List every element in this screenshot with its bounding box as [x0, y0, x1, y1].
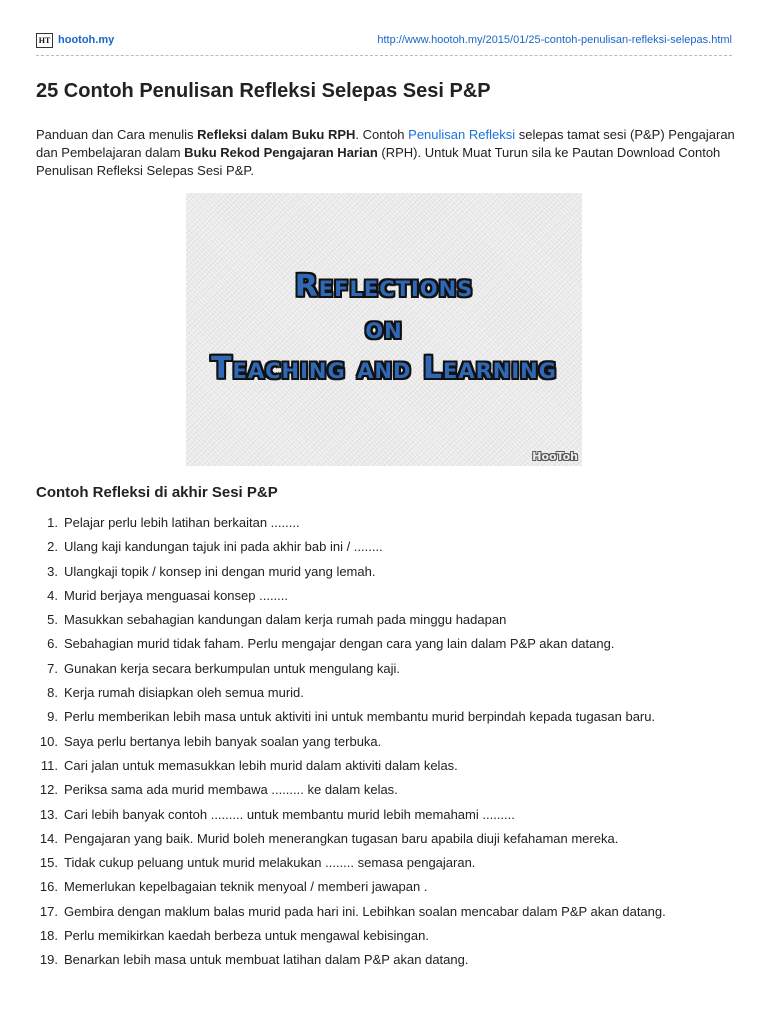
list-item-text: Masukkan sebahagian kandungan dalam kerja rumah pada minggu hadapan — [64, 612, 507, 628]
list-item-number: 13. — [39, 806, 58, 822]
article-title: 25 Contoh Penulisan Refleksi Selepas Sesi P&P — [36, 80, 491, 102]
list-item-number: 19. — [39, 952, 58, 968]
banner-line-1: Reflections — [294, 269, 474, 304]
list-item-number: 17. — [39, 903, 58, 919]
list-item-number: 2. — [47, 539, 58, 555]
list-item-number: 8. — [47, 685, 58, 701]
page-url-link[interactable]: http://www.hootoh.my/2015/01/25-contoh-penulisan-refleksi-selepas.html — [377, 34, 732, 46]
list-item-text: Saya perlu bertanya lebih banyak soalan yang terbuka. — [64, 733, 382, 749]
list-item — [36, 610, 736, 634]
list-item-number: 4. — [47, 587, 58, 603]
list-item — [36, 926, 736, 950]
list-item — [36, 634, 736, 658]
list-item-text: Perlu memikirkan kaedah berbeza untuk mengawal kebisingan. — [64, 928, 429, 944]
list-item — [36, 853, 736, 877]
header-divider — [36, 55, 732, 56]
list-item-number: 16. — [39, 879, 58, 895]
list-item-text: Gunakan kerja secara berkumpulan untuk mengulang kaji. — [64, 660, 401, 676]
banner-line-2: on — [365, 311, 403, 346]
list-item-text: Sebahagian murid tidak faham. Perlu mengajar dengan cara yang lain dalam P&P akan datang. — [64, 636, 615, 652]
banner-watermark: HooToh — [532, 450, 578, 463]
list-item-text: Perlu memberikan lebih masa untuk aktiviti ini untuk membantu murid berpindah kepada tugasan baru. — [64, 709, 656, 725]
site-logo[interactable]: HT — [36, 33, 53, 48]
intro-text-3: selepas tamat sesi (P&P) Pengajaran dan Pembelajaran dalam — [36, 127, 735, 160]
list-item — [36, 659, 736, 683]
list-item — [36, 707, 736, 731]
site-header — [36, 33, 732, 49]
list-item — [36, 513, 736, 537]
banner-line-3: Teaching and Learning — [211, 351, 557, 386]
list-item-text: Pelajar perlu lebih latihan berkaitan ........ — [64, 515, 300, 530]
list-item-number: 5. — [47, 612, 58, 628]
list-item-text: Benarkan lebih masa untuk membuat latihan dalam P&P akan datang. — [64, 952, 469, 968]
list-item-text: Murid berjaya menguasai konsep ........ — [64, 587, 289, 603]
list-item — [36, 780, 736, 804]
list-item-number: 9. — [47, 709, 58, 725]
list-item-number: 10. — [39, 733, 58, 749]
list-item — [36, 756, 736, 780]
list-item-text: Ulang kaji kandungan tajuk ini pada akhir bab ini / ........ — [64, 539, 383, 555]
intro-bold-1: Refleksi dalam Buku RPH — [197, 127, 356, 142]
list-item-text: Kerja rumah disiapkan oleh semua murid. — [64, 685, 304, 701]
list-item — [36, 683, 736, 707]
site-name-link[interactable]: hootoh.my — [58, 34, 115, 46]
list-item-number: 18. — [39, 928, 58, 944]
list-item-number: 6. — [47, 636, 58, 652]
intro-bold-2: Buku Rekod Pengajaran Harian — [184, 145, 378, 160]
list-item-number: 11. — [40, 757, 58, 773]
section-title: Contoh Refleksi di akhir Sesi P&P — [36, 484, 278, 501]
list-item-text: Cari lebih banyak contoh ......... untuk membantu murid lebih memahami ......... — [64, 806, 515, 822]
intro-text-1: Panduan dan Cara menulis — [36, 127, 198, 142]
list-item-number: 3. — [47, 563, 58, 579]
list-item — [36, 877, 736, 901]
list-item — [36, 950, 736, 974]
list-item — [36, 732, 736, 756]
intro-paragraph — [36, 126, 736, 180]
list-item-number: 1. — [47, 515, 58, 530]
list-item — [36, 805, 736, 829]
intro-text-2: . Contoh — [355, 127, 409, 142]
list-item-text: Memerlukan kepelbagaian teknik menyoal / memberi jawapan . — [64, 879, 428, 895]
list-item-text: Pengajaran yang baik. Murid boleh menerangkan tugasan baru apabila diuji kefahaman mereka. — [64, 830, 619, 846]
list-item — [36, 829, 736, 853]
list-item-text: Gembira dengan maklum balas murid pada hari ini. Lebihkan soalan mencabar dalam P&P akan datang. — [64, 903, 666, 919]
intro-text-4: (RPH). Untuk Muat Turun sila ke Pautan Download Contoh Penulisan Refleksi Selepas Sesi P&P. — [36, 145, 721, 178]
reflection-list — [36, 513, 736, 975]
penulisan-refleksi-link[interactable]: Penulisan Refleksi — [408, 127, 516, 142]
list-item-text: Cari jalan untuk memasukkan lebih murid dalam aktiviti dalam kelas. — [64, 757, 458, 773]
list-item-text: Periksa sama ada murid membawa ......... ke dalam kelas. — [64, 782, 398, 798]
list-item-text: Ulangkaji topik / konsep ini dengan murid yang lemah. — [64, 563, 376, 579]
reflections-banner-image — [186, 193, 582, 466]
list-item-number: 14. — [39, 830, 58, 846]
list-item-number: 12. — [39, 782, 58, 798]
list-item — [36, 586, 736, 610]
list-item-text: Tidak cukup peluang untuk murid melakukan ........ semasa pengajaran. — [64, 855, 476, 871]
list-item — [36, 537, 736, 561]
list-item-number: 15. — [39, 855, 58, 871]
list-item-number: 7. — [47, 660, 58, 676]
list-item — [36, 562, 736, 586]
list-item — [36, 902, 736, 926]
